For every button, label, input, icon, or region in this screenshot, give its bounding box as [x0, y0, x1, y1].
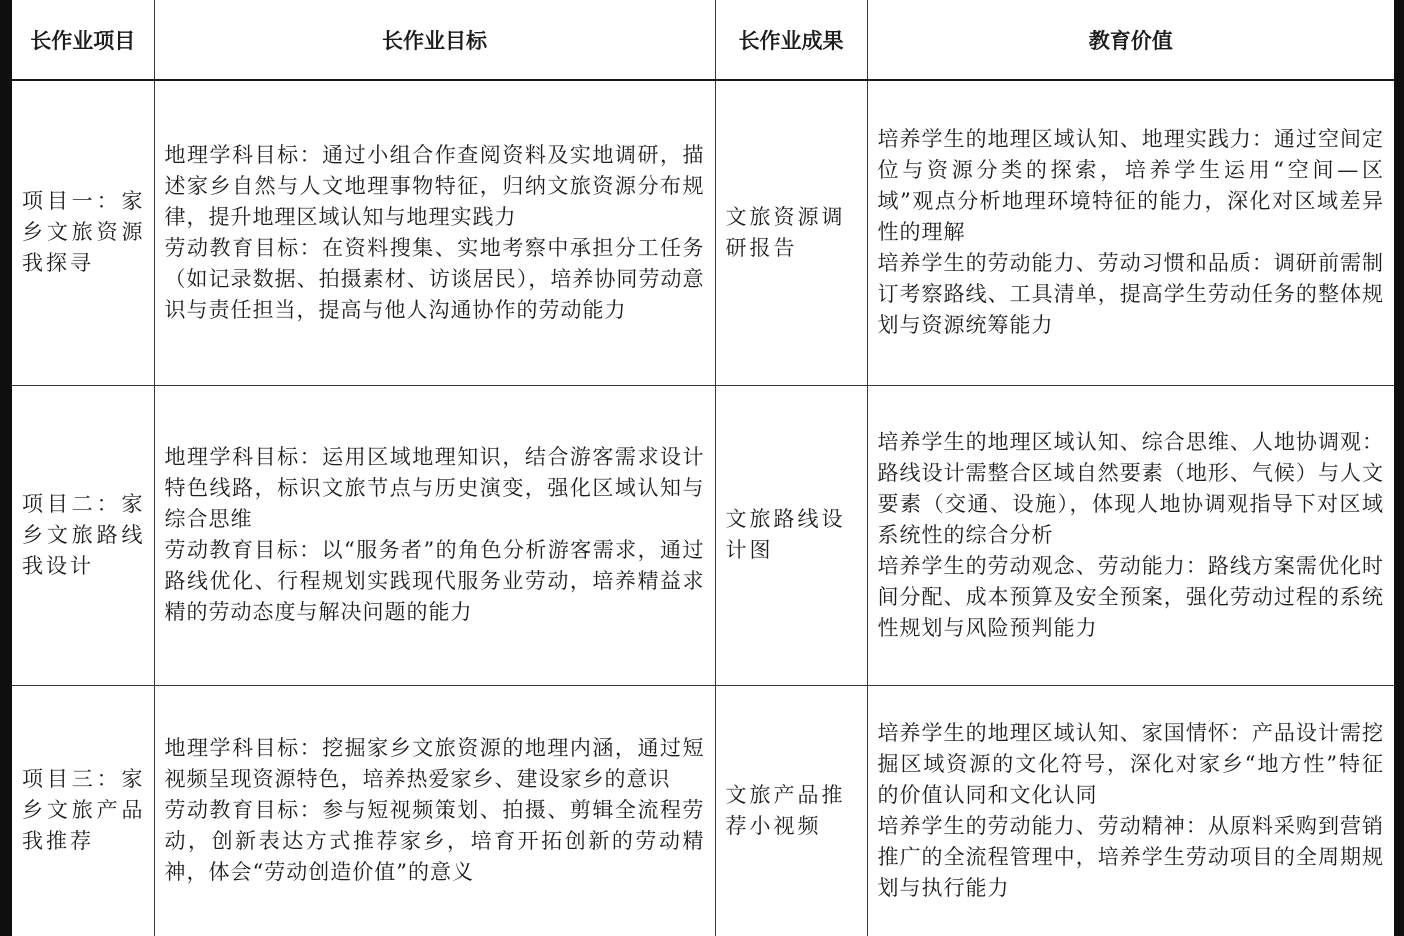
value-cell — [867, 385, 1394, 685]
goals-cell — [154, 685, 715, 936]
header-value: 教育价值 — [867, 0, 1394, 80]
goals-cell — [154, 385, 715, 685]
labor-value: 培养学生的劳动能力、劳动精神：从原料采购到营销推广的全流程管理中，培养学生劳动项目的全周期规划与执行能力 — [877, 813, 1384, 900]
outcome-cell: 文旅路线设计图 — [715, 385, 867, 685]
geography-goal: 地理学科目标：通过小组合作查阅资料及实地调研，描述家乡自然与人文地理事物特征，归纳文旅资源分布规律，提升地理区域认知与地理实践力 — [164, 142, 705, 229]
long-homework-table — [12, 0, 1394, 936]
table-row — [12, 385, 1394, 685]
project-cell: 项目一：家乡文旅资源我探寻 — [12, 80, 154, 385]
header-goals: 长作业目标 — [154, 0, 715, 80]
value-cell — [867, 80, 1394, 385]
header-project: 长作业项目 — [12, 0, 154, 80]
table-row — [12, 80, 1394, 385]
labor-value: 培养学生的劳动能力、劳动习惯和品质：调研前需制订考察路线、工具清单，提高学生劳动任务的整体规划与资源统筹能力 — [877, 251, 1384, 338]
header-outcome: 长作业成果 — [715, 0, 867, 80]
geography-value: 培养学生的地理区域认知、综合思维、人地协调观：路线设计需整合区域自然要素（地形、气候）与人文要素（交通、设施），体现人地协调观指导下对区域系统性的综合分析 — [877, 429, 1384, 547]
geography-goal: 地理学科目标：挖掘家乡文旅资源的地理内涵，通过短视频呈现资源特色，培养热爱家乡、建设家乡的意识 — [164, 736, 705, 792]
labor-goal: 劳动教育目标：在资料搜集、实地考察中承担分工任务（如记录数据、拍摄素材、访谈居民），培养协同劳动意识与责任担当，提高与他人沟通协作的劳动能力 — [164, 235, 705, 322]
geography-value: 培养学生的地理区域认知、家国情怀：产品设计需挖掘区域资源的文化符号，深化对家乡“地方性”特征的价值认同和文化认同 — [877, 720, 1384, 807]
project-cell: 项目二：家乡文旅路线我设计 — [12, 385, 154, 685]
goals-cell — [154, 80, 715, 385]
geography-value: 培养学生的地理区域认知、地理实践力：通过空间定位与资源分类的探索，培养学生运用“空间—区域”观点分析地理环境特征的能力，深化对区域差异性的理解 — [877, 127, 1384, 245]
table-row — [12, 685, 1394, 936]
labor-value: 培养学生的劳动观念、劳动能力：路线方案需优化时间分配、成本预算及安全预案，强化劳动过程的系统性规划与风险预判能力 — [877, 553, 1384, 640]
project-cell: 项目三：家乡文旅产品我推荐 — [12, 685, 154, 936]
header-row — [12, 0, 1394, 80]
outcome-cell: 文旅资源调研报告 — [715, 80, 867, 385]
labor-goal: 劳动教育目标：参与短视频策划、拍摄、剪辑全流程劳动，创新表达方式推荐家乡，培育开拓创新的劳动精神，体会“劳动创造价值”的意义 — [164, 798, 705, 885]
outcome-cell: 文旅产品推荐小视频 — [715, 685, 867, 936]
value-cell — [867, 685, 1394, 936]
labor-goal: 劳动教育目标：以“服务者”的角色分析游客需求，通过路线优化、行程规划实践现代服务业劳动，培养精益求精的劳动态度与解决问题的能力 — [164, 538, 705, 624]
geography-goal: 地理学科目标：运用区域地理知识，结合游客需求设计特色线路，标识文旅节点与历史演变，强化区域认知与综合思维 — [164, 445, 705, 531]
